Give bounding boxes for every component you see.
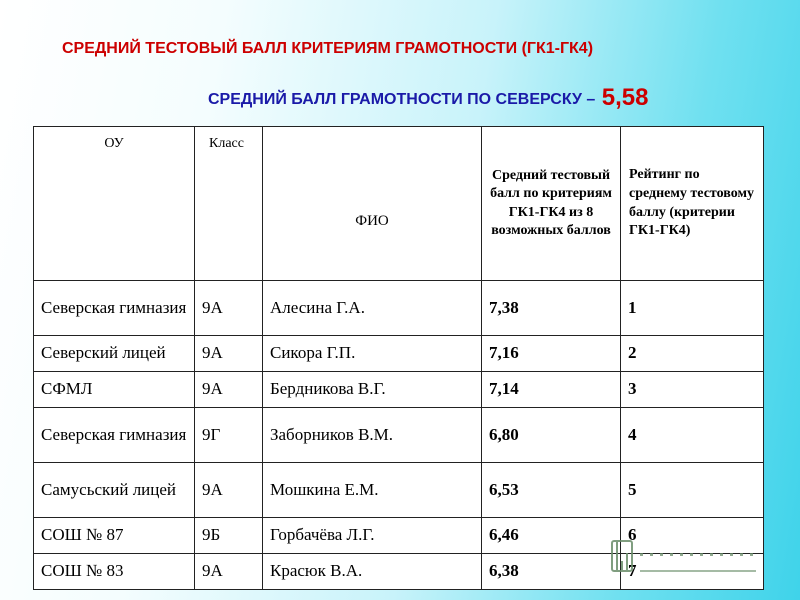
table-header-row [34,127,764,281]
cell-rank: 5 [621,463,764,518]
cell-rank: 1 [621,281,764,336]
table-row [34,281,764,336]
cell-rank: 4 [621,408,764,463]
ratings-table [33,126,764,590]
cell-class: 9А [195,336,263,372]
cell-ou: Северская гимназия [34,281,195,336]
cell-ou: Самусьский лицей [34,463,195,518]
cell-rank: 6 [621,518,764,554]
cell-rank: 2 [621,336,764,372]
cell-ou: СОШ № 83 [34,554,195,590]
cell-score: 7,38 [482,281,621,336]
cell-class: 9А [195,281,263,336]
cell-score: 6,38 [482,554,621,590]
cell-score: 7,14 [482,372,621,408]
column-header-score: Средний тестовый балл по критериям ГК1-ГК4 из 8 возможных баллов [482,127,621,281]
cell-ou: СФМЛ [34,372,195,408]
cell-ou: Северская гимназия [34,408,195,463]
cell-rank: 3 [621,372,764,408]
table-row [34,336,764,372]
cell-class: 9Б [195,518,263,554]
cell-class: 9Г [195,408,263,463]
table-row [34,463,764,518]
cell-score: 7,16 [482,336,621,372]
average-score-value: 5,58 [601,84,649,111]
column-header-rank: Рейтинг по среднему тестовому баллу (критерии ГК1-ГК4) [621,127,764,281]
subtitle-text: СРЕДНИЙ БАЛЛ ГРАМОТНОСТИ ПО СЕВЕРСКУ – [208,91,596,108]
cell-ou: СОШ № 87 [34,518,195,554]
page-subtitle [208,84,648,112]
presentation-chart-icon [606,533,766,583]
cell-score: 6,80 [482,408,621,463]
cell-fio: Красюк В.А. [263,554,482,590]
cell-fio: Заборников В.М. [263,408,482,463]
cell-class: 9А [195,554,263,590]
cell-rank: 7 [621,554,764,590]
cell-class: 9А [195,372,263,408]
table-row [34,372,764,408]
cell-ou: Северский лицей [34,336,195,372]
cell-fio: Сикора Г.П. [263,336,482,372]
cell-class: 9А [195,463,263,518]
cell-score: 6,53 [482,463,621,518]
column-header-ou: ОУ [34,127,195,281]
column-header-class: Класс [195,127,263,281]
column-header-fio: ФИО [263,127,482,281]
cell-score: 6,46 [482,518,621,554]
page-title: СРЕДНИЙ ТЕСТОВЫЙ БАЛЛ КРИТЕРИЯМ ГРАМОТНОСТИ (ГК1-ГК4) [62,40,594,57]
table-row [34,408,764,463]
cell-fio: Мошкина Е.М. [263,463,482,518]
cell-fio: Алесина Г.А. [263,281,482,336]
cell-fio: Бердникова В.Г. [263,372,482,408]
cell-fio: Горбачёва Л.Г. [263,518,482,554]
